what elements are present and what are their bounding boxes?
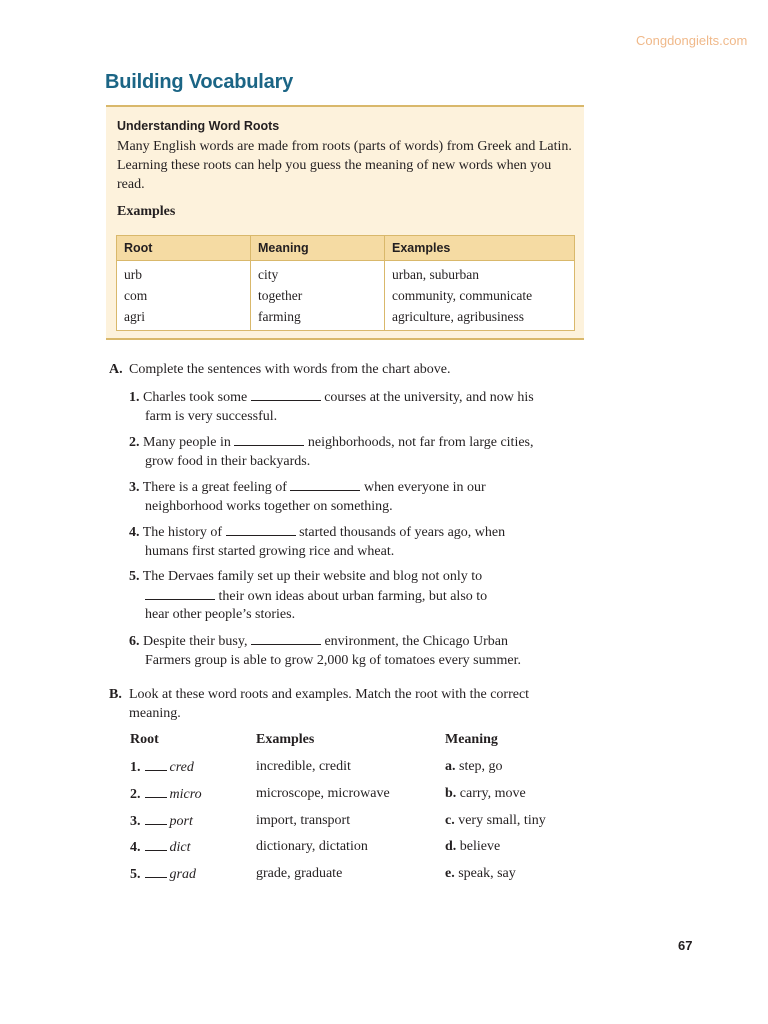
table-row xyxy=(117,261,575,286)
sentence-continuation: humans first started growing rice and wheat. xyxy=(145,543,395,559)
sentence-number: 3. xyxy=(129,480,140,495)
sentence-text: Despite their busy, xyxy=(143,634,248,649)
root-word: cred xyxy=(169,760,194,775)
sentence-text: courses at the university, and now his xyxy=(324,390,534,405)
meaning-text: very small, tiny xyxy=(458,813,546,828)
table-cell-meaning: together xyxy=(251,285,385,306)
sentence-text: their own ideas about urban farming, but also to xyxy=(218,588,488,604)
meaning-text: speak, say xyxy=(458,866,516,881)
answer-blank[interactable] xyxy=(251,632,321,645)
table-cell-root: com xyxy=(117,285,251,306)
table-cell-root: agri xyxy=(117,306,251,331)
meaning-letter: d. xyxy=(445,839,457,854)
sentence-continuation: farm is very successful. xyxy=(145,408,278,424)
answer-blank[interactable] xyxy=(234,433,304,446)
answer-blank[interactable] xyxy=(290,478,360,491)
table-cell-examples: urban, suburban xyxy=(385,261,575,286)
table-row xyxy=(117,306,575,331)
sentence-number: 5. xyxy=(129,569,140,584)
root-word: dict xyxy=(169,840,191,855)
matching-header-root: Root xyxy=(130,732,159,747)
sentence-text: Many people in xyxy=(143,435,231,450)
sentence-line-2 xyxy=(129,587,579,607)
matching-header-meaning: Meaning xyxy=(445,732,498,747)
matching-meaning-a xyxy=(445,759,503,775)
row-number: 3. xyxy=(130,814,141,829)
exercise-b-letter: B. xyxy=(109,687,122,702)
sentence-item-1 xyxy=(129,388,579,426)
answer-blank[interactable] xyxy=(226,523,296,536)
exercise-a-instruction-text: Complete the sentences with words from the chart above. xyxy=(129,362,451,377)
exercise-b-instruction-line1: Look at these word roots and examples. Match the root with the correct xyxy=(129,687,530,702)
sentence-continuation: neighborhood works together on something. xyxy=(145,498,393,514)
matching-meaning-b xyxy=(445,786,526,802)
root-word: grad xyxy=(169,867,196,882)
matching-meaning-e xyxy=(445,866,516,882)
sentence-number: 6. xyxy=(129,634,140,649)
roots-table-header-meaning: Meaning xyxy=(251,236,385,261)
matching-example-4: dictionary, dictation xyxy=(256,839,368,854)
matching-header-examples: Examples xyxy=(256,732,315,747)
matching-root-2 xyxy=(130,786,202,803)
section-title: Building Vocabulary xyxy=(105,71,294,93)
table-row xyxy=(117,285,575,306)
sentence-number: 2. xyxy=(129,435,140,450)
sentence-item-6 xyxy=(129,632,579,670)
exercise-b-instruction xyxy=(109,685,579,723)
meaning-text: believe xyxy=(459,839,501,854)
meaning-letter: b. xyxy=(445,786,457,801)
row-number: 2. xyxy=(130,787,141,802)
answer-blank[interactable] xyxy=(145,587,215,600)
match-blank[interactable] xyxy=(145,786,167,798)
table-cell-root: urb xyxy=(117,261,251,286)
sentence-text: when everyone in our xyxy=(363,480,486,495)
match-blank[interactable] xyxy=(145,813,167,825)
row-number: 4. xyxy=(130,840,141,855)
match-blank[interactable] xyxy=(145,839,167,851)
matching-example-2: microscope, microwave xyxy=(256,786,390,801)
meaning-letter: c. xyxy=(445,813,455,828)
answer-blank[interactable] xyxy=(251,388,321,401)
meaning-letter: e. xyxy=(445,866,455,881)
matching-root-4 xyxy=(130,839,191,856)
match-blank[interactable] xyxy=(145,759,167,771)
match-blank[interactable] xyxy=(145,866,167,878)
meaning-text: carry, move xyxy=(459,786,526,801)
sentence-continuation: Farmers group is able to grow 2,000 kg of tomatoes every summer. xyxy=(145,652,521,668)
sentence-item-2 xyxy=(129,433,579,471)
root-word: port xyxy=(169,814,193,829)
table-cell-meaning: farming xyxy=(251,306,385,331)
sentence-continuation: grow food in their backyards. xyxy=(145,453,311,469)
info-box-body: Many English words are made from roots (parts of words) from Greek and Latin. Learning these roots can help you guess the meaning of new words when you read. xyxy=(117,139,572,192)
exercise-b-instruction-line2: meaning. xyxy=(129,706,181,721)
page-number: 67 xyxy=(678,938,693,953)
sentence-continuation: hear other people’s stories. xyxy=(145,607,296,622)
word-roots-info-box xyxy=(106,105,584,340)
sentence-item-3 xyxy=(129,478,579,516)
matching-root-5 xyxy=(130,866,196,883)
sentence-text: Charles took some xyxy=(143,390,248,405)
sentence-item-4 xyxy=(129,523,579,561)
sentence-number: 1. xyxy=(129,390,140,405)
roots-table xyxy=(116,235,575,331)
watermark-text: Congdongielts.com xyxy=(636,33,748,48)
table-cell-meaning: city xyxy=(251,261,385,286)
exercise-a-letter: A. xyxy=(109,362,123,377)
sentence-text: There is a great feeling of xyxy=(142,480,287,495)
sentence-text: neighborhoods, not far from large cities, xyxy=(307,435,534,450)
table-cell-examples: agriculture, agribusiness xyxy=(385,306,575,331)
sentence-item-5 xyxy=(129,568,579,625)
root-word: micro xyxy=(169,787,202,802)
matching-root-3 xyxy=(130,813,193,830)
table-cell-examples: community, communicate xyxy=(385,285,575,306)
meaning-text: step, go xyxy=(459,759,503,774)
matching-example-5: grade, graduate xyxy=(256,866,343,881)
matching-root-1 xyxy=(130,759,194,776)
roots-table-header-root: Root xyxy=(117,236,251,261)
matching-meaning-d xyxy=(445,839,500,855)
matching-example-3: import, transport xyxy=(256,813,351,828)
sentence-text: environment, the Chicago Urban xyxy=(324,634,508,649)
sentence-text: started thousands of years ago, when xyxy=(299,525,506,540)
matching-example-1: incredible, credit xyxy=(256,759,351,774)
matching-meaning-c xyxy=(445,813,546,829)
sentence-text: The Dervaes family set up their website and blog not only to xyxy=(142,569,483,584)
sentence-text: The history of xyxy=(142,525,223,540)
roots-table-header-examples: Examples xyxy=(385,236,575,261)
row-number: 1. xyxy=(130,760,141,775)
info-box-heading: Understanding Word Roots xyxy=(117,119,280,133)
roots-table-header-row xyxy=(117,236,575,261)
meaning-letter: a. xyxy=(445,759,456,774)
sentence-number: 4. xyxy=(129,525,140,540)
exercise-a-instruction xyxy=(109,360,579,379)
row-number: 5. xyxy=(130,867,141,882)
examples-label: Examples xyxy=(117,204,176,219)
